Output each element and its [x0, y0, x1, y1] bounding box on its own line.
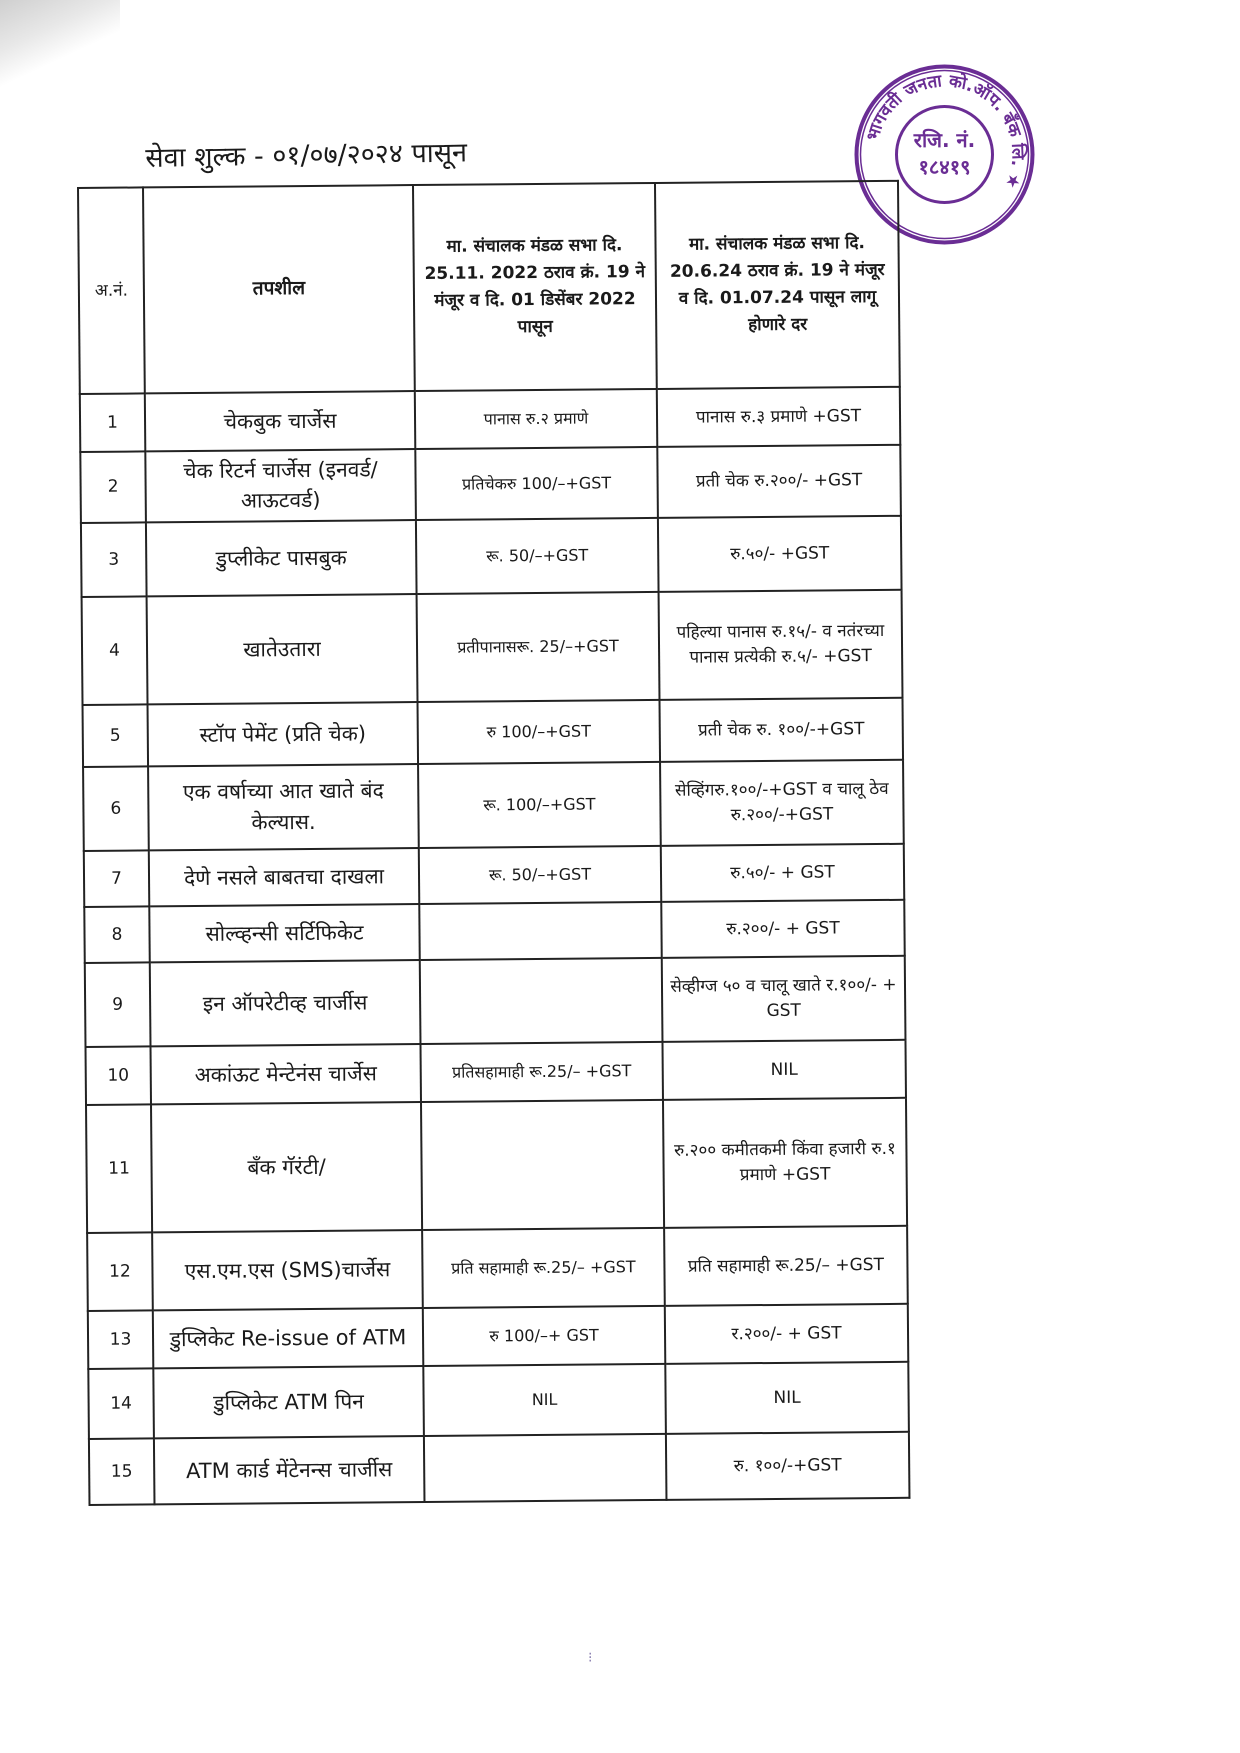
- row-detail: डुप्लिकेट Re-issue of ATM: [153, 1308, 423, 1368]
- row-detail: ATM कार्ड मेंटेनन्स चार्जीस: [154, 1436, 425, 1504]
- row-new-rate: पानास रु.३ प्रमाणे +GST: [657, 387, 900, 447]
- row-sno: 10: [86, 1046, 152, 1105]
- row-sno: 15: [89, 1438, 155, 1505]
- svg-text:भागवती जनता को.ऑप. बँक लि. ★: भागवती जनता को.ऑप. बँक लि. ★: [862, 71, 1028, 192]
- row-detail: सोल्व्हन्सी सर्टिफिकेट: [149, 904, 419, 962]
- row-sno: 5: [83, 704, 149, 767]
- row-sno: 2: [80, 451, 146, 522]
- table-row: [88, 1362, 909, 1439]
- header-old-rate: मा. संचालक मंडळ सभा दि. 25.11. 2022 ठराव क्रं. 19 ने मंजूर व दि. 01 डिसेंबर 2022 पासून: [413, 183, 657, 391]
- row-sno: 13: [88, 1310, 154, 1369]
- row-sno: 9: [85, 962, 151, 1047]
- service-charges-sheet: [77, 180, 908, 1506]
- row-old-rate: पानास रु.२ प्रमाणे: [415, 389, 657, 449]
- table-row: [84, 844, 904, 907]
- row-old-rate: रू. 100/–+GST: [418, 762, 661, 848]
- scan-corner-shadow: [0, 0, 120, 90]
- row-old-rate: रु 100/–+ GST: [423, 1306, 665, 1366]
- row-detail: एक वर्षाच्या आत खाते बंद केल्यास.: [148, 764, 419, 850]
- row-new-rate: NIL: [662, 1040, 905, 1100]
- row-detail: बँक गॅरंटी/: [151, 1102, 422, 1232]
- header-detail: तपशील: [143, 185, 415, 393]
- row-new-rate: रु. १००/-+GST: [666, 1432, 910, 1500]
- table-row: [83, 760, 904, 851]
- table-row: [82, 590, 903, 705]
- row-detail: चेकबुक चार्जेस: [145, 391, 415, 451]
- row-old-rate: [419, 902, 661, 960]
- row-sno: 4: [82, 596, 148, 705]
- table-body: [80, 387, 910, 1505]
- row-old-rate: रु 100/–+GST: [418, 700, 661, 764]
- table-row: [81, 516, 902, 597]
- row-new-rate: प्रती चेक रु. १००/-+GST: [659, 698, 903, 762]
- row-detail: अकांऊट मेन्टेनंस चार्जेस: [151, 1044, 421, 1104]
- table-row: [80, 445, 901, 523]
- row-detail: चेक रिटर्न चार्जेस (इनवर्ड/आऊटवर्ड): [145, 449, 416, 522]
- row-new-rate: रु.५०/- +GST: [658, 516, 902, 592]
- row-sno: 8: [84, 906, 149, 963]
- row-old-rate: [420, 958, 663, 1044]
- row-sno: 1: [80, 393, 146, 452]
- row-sno: 7: [84, 850, 149, 907]
- row-detail: स्टॉप पेमेंट (प्रति चेक): [148, 702, 419, 766]
- table-row: [87, 1226, 908, 1311]
- row-new-rate: सेव्हीग्ज ५० व चालू खाते र.१००/- + GST: [662, 956, 906, 1042]
- row-detail: डुप्लिकेट ATM पिन: [153, 1366, 424, 1438]
- row-detail: देणे नसले बाबतचा दाखला: [149, 848, 419, 906]
- service-charges-table: [77, 180, 910, 1506]
- row-new-rate: रु.५०/- + GST: [661, 844, 904, 902]
- header-sno: अ.नं.: [78, 187, 145, 394]
- table-row: [80, 387, 900, 452]
- row-sno: 14: [88, 1368, 154, 1439]
- scan-speck: ⁝: [588, 1650, 593, 1666]
- row-new-rate: र.२००/- + GST: [665, 1304, 908, 1364]
- row-old-rate: रू. 50/–+GST: [419, 846, 661, 904]
- row-new-rate: पहिल्या पानास रु.१५/- व नतंरच्या पानास प्रत्येकी रु.५/- +GST: [659, 590, 903, 700]
- row-detail: खातेउतारा: [147, 594, 418, 704]
- row-detail: एस.एम.एस (SMS)चार्जेस: [152, 1230, 423, 1310]
- table-row: [86, 1040, 906, 1105]
- row-new-rate: प्रती चेक रु.२००/- +GST: [657, 445, 901, 518]
- row-old-rate: [424, 1434, 667, 1502]
- row-detail: डुप्लीकेट पासबुक: [146, 520, 417, 596]
- table-header-row: [78, 181, 900, 394]
- row-old-rate: प्रतीपानासरू. 25/–+GST: [417, 592, 660, 702]
- table-row: [86, 1098, 907, 1233]
- row-old-rate: NIL: [423, 1364, 666, 1436]
- row-old-rate: रू. 50/–+GST: [416, 518, 659, 594]
- table-row: [84, 900, 904, 963]
- row-new-rate: NIL: [665, 1362, 909, 1434]
- table-row: [89, 1432, 910, 1505]
- table-row: [85, 956, 906, 1047]
- row-old-rate: प्रतिचेकरु 100/–+GST: [415, 447, 658, 520]
- row-new-rate: सेव्हिंगरु.१००/-+GST व चालू ठेव रु.२००/-+GST: [660, 760, 904, 846]
- row-new-rate: रु.२०० कमीतकमी किंवा हजारी रु.१ प्रमाणे +GST: [663, 1098, 907, 1228]
- row-new-rate: रु.२००/- + GST: [661, 900, 904, 958]
- svg-text:रजि. नं.: रजि. नं.: [913, 128, 976, 152]
- row-sno: 12: [87, 1232, 153, 1311]
- page-title: सेवा शुल्क - ०१/०७/२०२४ पासून: [145, 137, 468, 174]
- table-row: [83, 698, 904, 767]
- svg-text:१८४१९: १८४१९: [918, 155, 971, 179]
- row-sno: 3: [81, 522, 147, 597]
- table-row: [88, 1304, 908, 1369]
- row-detail: इन ऑपरेटीव्ह चार्जीस: [150, 960, 421, 1046]
- row-new-rate: प्रति सहामाही रू.25/– +GST: [664, 1226, 908, 1306]
- row-old-rate: प्रतिसहामाही रू.25/– +GST: [420, 1042, 662, 1102]
- row-old-rate: [421, 1100, 664, 1230]
- row-sno: 6: [83, 766, 149, 851]
- header-new-rate: मा. संचालक मंडळ सभा दि. 20.6.24 ठराव क्रं. 19 ने मंजूर व दि. 01.07.24 पासून लागू होणारे दर: [655, 181, 900, 389]
- row-old-rate: प्रति सहामाही रू.25/– +GST: [422, 1228, 665, 1308]
- row-sno: 11: [86, 1104, 152, 1233]
